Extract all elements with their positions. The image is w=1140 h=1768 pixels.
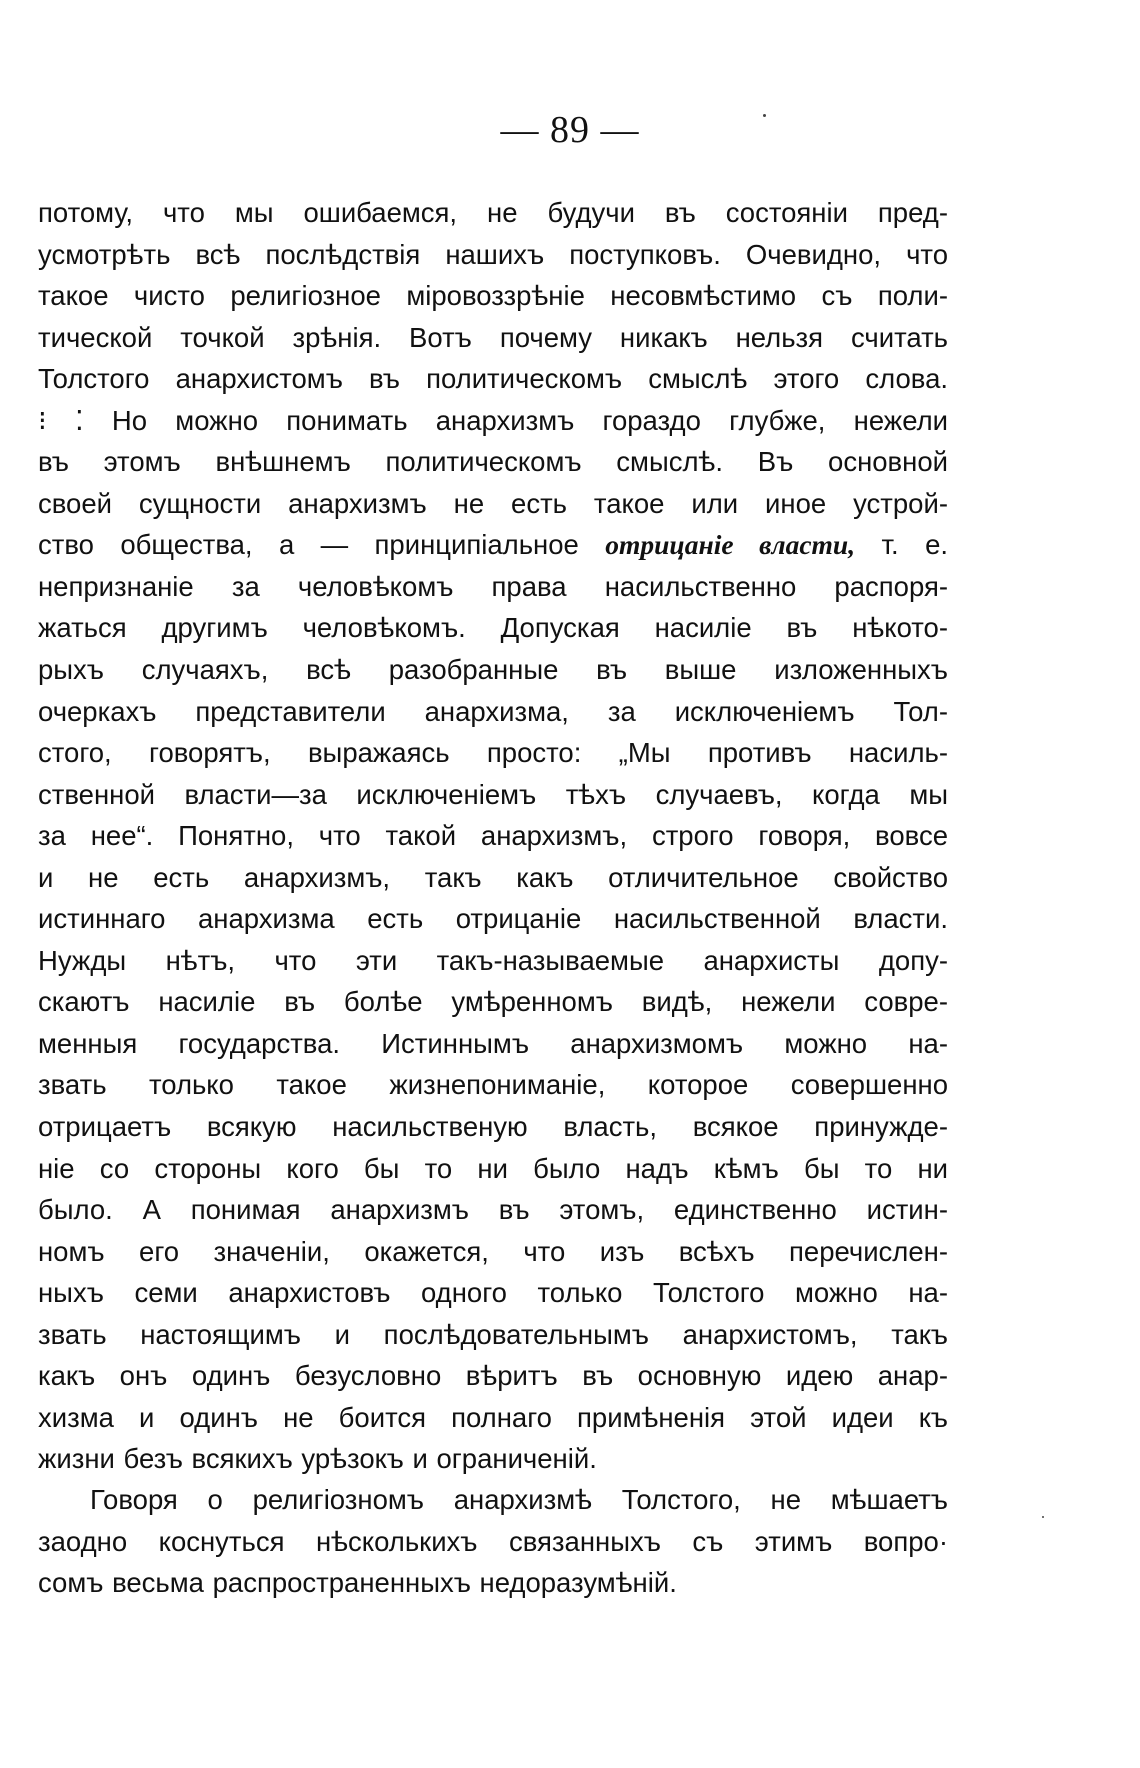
text-line: въ этомъ внѣшнемъ политическомъ смыслѣ. Въ основной: [38, 446, 948, 478]
text-line: Говоря о религiозномъ анархизмѣ Толстого, не мѣшаетъ: [90, 1484, 948, 1515]
text-line: очеркахъ представители анархизма, за исключенiемъ Тол-: [38, 695, 948, 727]
text-line: стого, говорятъ, выражаясь просто: „Мы противъ насиль-: [38, 737, 948, 769]
text-line: отрицаетъ всякую насильственую власть, всякое принужде-: [38, 1111, 948, 1143]
text-line: сомъ весьма распространенныхъ недоразумѣнiй.: [38, 1567, 677, 1599]
scan-speck: [1042, 1516, 1044, 1518]
text-line: Толстого анархистомъ въ политическомъ смыслѣ этого слова.: [38, 363, 948, 395]
text-line: жаться другимъ человѣкомъ. Допуская насилiе въ нѣкото-: [38, 612, 948, 644]
text-line: номъ его значенiи, окажется, что изъ всѣхъ перечислен-: [38, 1235, 948, 1267]
paragraph-second: [38, 1479, 948, 1604]
text-fragment: т. е.: [881, 529, 948, 561]
text-line: потому, что мы ошибаемся, не будучи въ состоянiи пред-: [38, 197, 948, 228]
text-line: непризнанiе за человѣкомъ права насильственно распоря-: [38, 570, 948, 602]
text-line: своей сущности анархизмъ не есть такое или иное устрой-: [38, 487, 948, 519]
text-line: ственной власти—за исключенiемъ тѣхъ случаевъ, когда мы: [38, 778, 948, 810]
text-fragment: ство общества, а — принципiальное: [38, 529, 579, 561]
text-line: звать только такое жизнепониманiе, которое совершенно: [38, 1069, 948, 1101]
text-line: какъ онъ одинъ безусловно вѣритъ въ основную идею анар-: [38, 1360, 948, 1392]
text-line: скаютъ насилiе въ болѣе умѣренномъ видѣ, нежели совре-: [38, 986, 948, 1018]
text-line-with-emphasis: [38, 524, 948, 566]
text-line: за нее“. Понятно, что такой анархизмъ, строго говоря, вовсе: [38, 820, 948, 852]
paragraph-main: [38, 192, 948, 1480]
text-line: Нужды нѣтъ, что эти такъ-называемые анархисты допу-: [38, 944, 948, 976]
text-line: было. А понимая анархизмъ въ этомъ, единственно истин-: [38, 1194, 948, 1226]
text-line: хизма и одинъ не боится полнаго примѣненiя этой идеи къ: [38, 1401, 948, 1433]
text-line: ⁝ ⁚ Но можно понимать анархизмъ гораздо глубже, нежели: [38, 404, 948, 436]
text-line: тической точкой зрѣнiя. Вотъ почему никакъ нельзя считать: [38, 321, 948, 353]
text-line: нiе со стороны кого бы то ни было надъ кѣмъ бы то ни: [38, 1152, 948, 1184]
page-number: — 89 —: [500, 109, 640, 151]
text-line: менныя государства. Истиннымъ анархизмомъ можно на-: [38, 1027, 948, 1059]
text-line: заодно коснуться нѣсколькихъ связанныхъ съ этимъ вопро·: [38, 1525, 948, 1557]
scan-speck: [763, 114, 766, 117]
text-line: истиннаго анархизма есть отрицанiе насильственной власти.: [38, 903, 948, 935]
emphasis-text: отрицанiе власти,: [605, 529, 856, 561]
text-line: такое чисто религiозное мiровоззрѣнiе несовмѣстимо съ поли-: [38, 280, 948, 312]
text-line: ныхъ семи анархистовъ одного только Толстого можно на-: [38, 1277, 948, 1309]
text-line: усмотрѣть всѣ послѣдствiя нашихъ поступковъ. Очевидно, что: [38, 238, 948, 270]
text-line: звать настоящимъ и послѣдовательнымъ анархистомъ, такъ: [38, 1318, 948, 1350]
text-line: и не есть анархизмъ, такъ какъ отличительное свойство: [38, 861, 948, 893]
text-line: рыхъ случаяхъ, всѣ разобранные въ выше изложенныхъ: [38, 654, 948, 686]
text-line: жизни безъ всякихъ урѣзокъ и ограниченiй.: [38, 1443, 597, 1475]
